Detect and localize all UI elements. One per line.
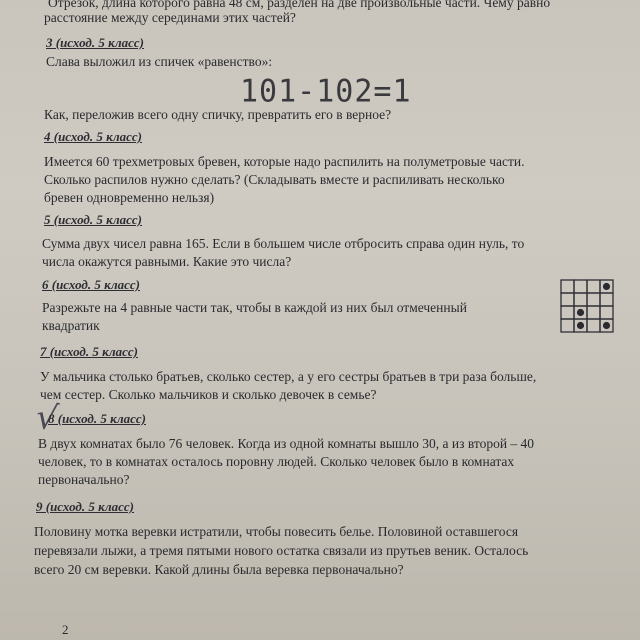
problem-8-line-1: В двух комнатах было 76 человек. Когда из одной комнаты вышло 30, а из второй – 40 <box>38 436 535 451</box>
problem-7-heading: 7 (исход. 5 класс) <box>40 344 139 359</box>
grid-cell <box>587 280 600 293</box>
marked-square-dot <box>603 283 610 290</box>
problem-3-heading: 3 (исход. 5 класс) <box>46 35 145 50</box>
problem-7-line-2: чем сестер. Сколько мальчиков и сколько девочек в семье? <box>40 387 377 402</box>
problem-9-line-3: всего 20 см веревки. Какой длины была веревка первоначально? <box>34 562 404 577</box>
grid-cell <box>574 293 587 306</box>
problem-6-heading: 6 (исход. 5 класс) <box>42 277 141 292</box>
grid-cell <box>574 280 587 293</box>
problem-9-heading: 9 (исход. 5 класс) <box>36 499 135 514</box>
problem-8-line-3: первоначально? <box>38 472 130 487</box>
problem-6-line-1: Разрежьте на 4 равные части так, чтобы в каждой из них был отмеченный <box>42 300 467 315</box>
marked-square-dot <box>577 322 584 329</box>
grid-cell <box>561 319 574 332</box>
problem-4-line-2: Сколько распилов нужно сделать? (Складывать вместе и распиливать несколько <box>44 172 505 187</box>
grid-cell <box>587 293 600 306</box>
grid-cell <box>587 306 600 319</box>
page-number: 2 <box>62 622 69 637</box>
intro-line-2: расстояние между серединами этих частей? <box>44 10 296 25</box>
problem-9-line-1: Половину мотка веревки истратили, чтобы повесить белье. Половиной оставшегося <box>34 524 519 539</box>
matchstick-equation: 101-102=1 <box>240 73 412 110</box>
grid-cell <box>561 280 574 293</box>
problem-5-line-2: числа окажутся равными. Какие это числа? <box>42 254 292 269</box>
problem-3-text: Слава выложил из спичек «равенство»: <box>46 54 273 69</box>
problem-5-line-1: Сумма двух чисел равна 165. Если в большем числе отбросить справа один нуль, то <box>42 236 525 251</box>
problem-4-line-3: бревен одновременно нельзя) <box>44 190 215 205</box>
problem-7-line-1: У мальчика столько братьев, сколько сестер, а у его сестры братьев в три раза больше, <box>40 369 537 384</box>
problem-4-line-1: Имеется 60 трехметровых бревен, которые надо распилить на полуметровые части. <box>44 154 525 169</box>
problem-4-heading: 4 (исход. 5 класс) <box>44 129 143 144</box>
marked-squares-grid <box>559 278 615 334</box>
problem-9-line-2: перевязали лыжи, а тремя пятыми нового остатка связали из прутьев веник. Осталось <box>34 543 529 558</box>
grid-cell <box>561 293 574 306</box>
problem-8-line-2: человек, то в комнатах осталось поровну людей. Сколько человек было в комнатах <box>38 454 515 469</box>
marked-square-dot <box>603 322 610 329</box>
grid-cell <box>600 306 613 319</box>
problem-8-heading: 8 (исход. 5 класс) <box>48 411 147 426</box>
problem-3-question: Как, переложив всего одну спичку, превратить его в верное? <box>44 107 392 122</box>
grid-cell <box>587 319 600 332</box>
problem-5-heading: 5 (исход. 5 класс) <box>44 212 143 227</box>
handwritten-check-mark: √ <box>33 396 61 440</box>
marked-square-dot <box>577 309 584 316</box>
grid-cell <box>600 293 613 306</box>
problem-6-line-2: квадратик <box>42 318 100 333</box>
grid-cell <box>561 306 574 319</box>
intro-line-1: Отрезок, длина которого равна 48 см, разделен на две произвольные части. Чему равно <box>48 0 551 10</box>
